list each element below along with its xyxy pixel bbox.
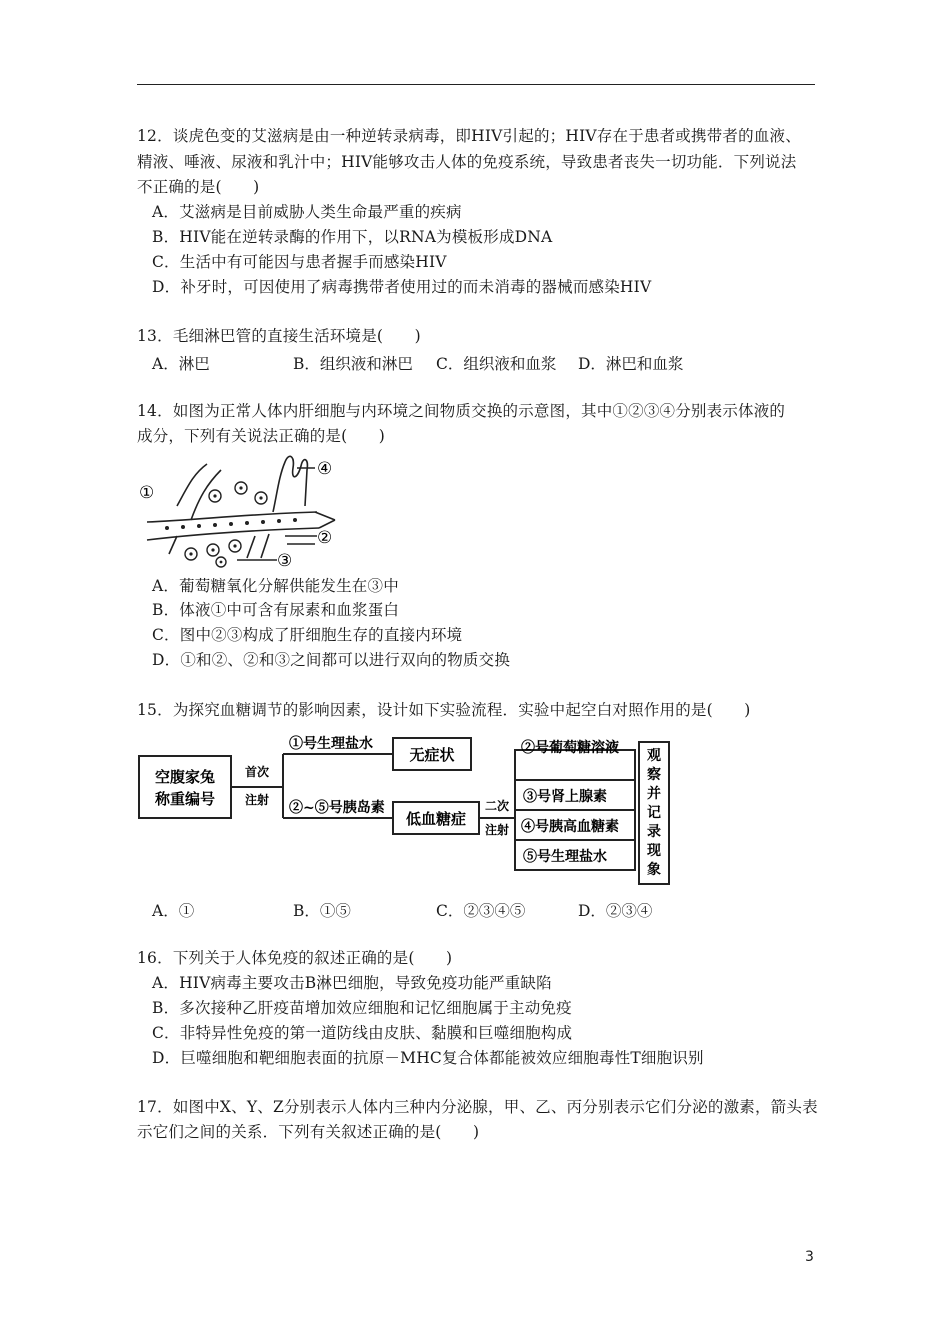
q12-option-a: A．艾滋病是目前威胁人类生命最严重的疾病 — [152, 203, 462, 221]
q17-stem-line1: 17．如图中X、Y、Z分别表示人体内三种内分泌腺，甲、乙、丙分别表示它们分泌的激素，箭头表 — [137, 1098, 818, 1116]
q15-option-a: A．① — [152, 902, 195, 920]
fig14-label-1: ① — [139, 483, 155, 503]
flow-first-inject-1: 首次 — [244, 765, 270, 779]
q12-option-c: C．生活中有可能因与患者握手而感染HIV — [152, 253, 447, 271]
blood-sugar-flowchart — [137, 730, 673, 890]
q12-stem-line3: 不正确的是( ) — [137, 178, 260, 196]
q14-option-a: A．葡萄糖氧化分解供能发生在③中 — [152, 577, 399, 595]
header-rule — [137, 84, 815, 85]
flow-treatment-5: ⑤号生理盐水 — [523, 849, 607, 865]
q12-stem-line1: 12．谈虎色变的艾滋病是由一种逆转录病毒，即HIV引起的；HIV存在于患者或携带者的血液、 — [137, 127, 801, 145]
q13-option-c: C．组织液和血浆 — [436, 355, 557, 373]
flow-first-inject-2: 注射 — [244, 793, 270, 807]
q14-option-d: D．①和②、②和③之间都可以进行双向的物质交换 — [152, 651, 511, 669]
flow-start-box — [139, 756, 231, 818]
q13-option-a: A．淋巴 — [152, 355, 210, 373]
q16-option-a: A．HIV病毒主要攻击B淋巴细胞，导致免疫功能严重缺陷 — [152, 974, 552, 992]
q12-option-d: D．补牙时，可因使用了病毒携带者使用过的而未消毒的器械而感染HIV — [152, 278, 652, 296]
q16-option-d: D．巨噬细胞和靶细胞表面的抗原－MHC复合体都能被效应细胞毒性T细胞识别 — [152, 1049, 704, 1067]
q14-option-b: B．体液①中可含有尿素和血浆蛋白 — [152, 601, 400, 619]
flow-treatment-4: ④号胰高血糖素 — [521, 819, 619, 835]
flow-observe-char-2: 察 — [647, 767, 661, 783]
q14-stem-line2: 成分，下列有关说法正确的是( ) — [137, 427, 385, 445]
flow-second-inject-2: 注射 — [484, 823, 510, 837]
q16-stem: 16．下列关于人体免疫的叙述正确的是( ) — [137, 949, 453, 967]
flow-observe-char-6: 现 — [647, 843, 661, 859]
flow-observe-char-1: 观 — [647, 748, 661, 764]
flow-start-line2: 称重编号 — [154, 790, 216, 808]
q12-option-b: B．HIV能在逆转录酶的作用下，以RNA为模板形成DNA — [152, 228, 553, 246]
q14-option-c: C．图中②③构成了肝细胞生存的直接内环境 — [152, 626, 463, 644]
fig14-label-3: ③ — [277, 551, 293, 570]
flow-observe-char-3: 并 — [647, 786, 661, 802]
q17-stem-line2: 示它们之间的关系．下列有关叙述正确的是( ) — [137, 1123, 480, 1141]
flow-treatment-2: ②号葡萄糖溶液 — [521, 740, 619, 756]
q16-option-c: C．非特异性免疫的第一道防线由皮肤、黏膜和巨噬细胞构成 — [152, 1024, 573, 1042]
q15-option-c: C．②③④⑤ — [436, 902, 526, 920]
flow-result-bottom: 低血糖症 — [405, 810, 467, 828]
q16-option-b: B．多次接种乙肝疫苗增加效应细胞和记忆细胞属于主动免疫 — [152, 999, 572, 1017]
flow-start-line1: 空腹家兔 — [154, 768, 216, 786]
page-number: 3 — [805, 1249, 814, 1265]
fig14-label-2: ② — [317, 528, 333, 548]
flow-observe-char-4: 记 — [647, 805, 661, 821]
flow-result-top: 无症状 — [409, 746, 455, 764]
q14-stem-line1: 14．如图为正常人体内肝细胞与内环境之间物质交换的示意图，其中①②③④分别表示体液的 — [137, 402, 786, 420]
flow-branch-top: ①号生理盐水 — [289, 736, 373, 752]
q15-option-d: D．②③④ — [578, 902, 653, 920]
fig14-label-4: ④ — [317, 459, 333, 479]
liver-cell-figure — [137, 450, 347, 570]
flow-branch-bottom: ②~⑤号胰岛素 — [289, 800, 385, 816]
q12-stem-line2: 精液、唾液、尿液和乳汁中；HIV能够攻击人体的免疫系统，导致患者丧失一切功能．下列说法 — [137, 153, 797, 171]
q13-stem: 13．毛细淋巴管的直接生活环境是( ) — [137, 327, 421, 345]
flow-observe-char-7: 象 — [647, 862, 661, 878]
flow-treatment-3: ③号肾上腺素 — [523, 789, 607, 805]
q15-stem: 15．为探究血糖调节的影响因素，设计如下实验流程．实验中起空白对照作用的是( ) — [137, 701, 751, 719]
q15-option-b: B．①⑤ — [293, 902, 351, 920]
flow-second-inject-1: 二次 — [484, 799, 510, 813]
flow-observe-char-5: 录 — [647, 824, 661, 840]
q13-option-d: D．淋巴和血浆 — [578, 355, 684, 373]
q13-option-b: B．组织液和淋巴 — [293, 355, 413, 373]
